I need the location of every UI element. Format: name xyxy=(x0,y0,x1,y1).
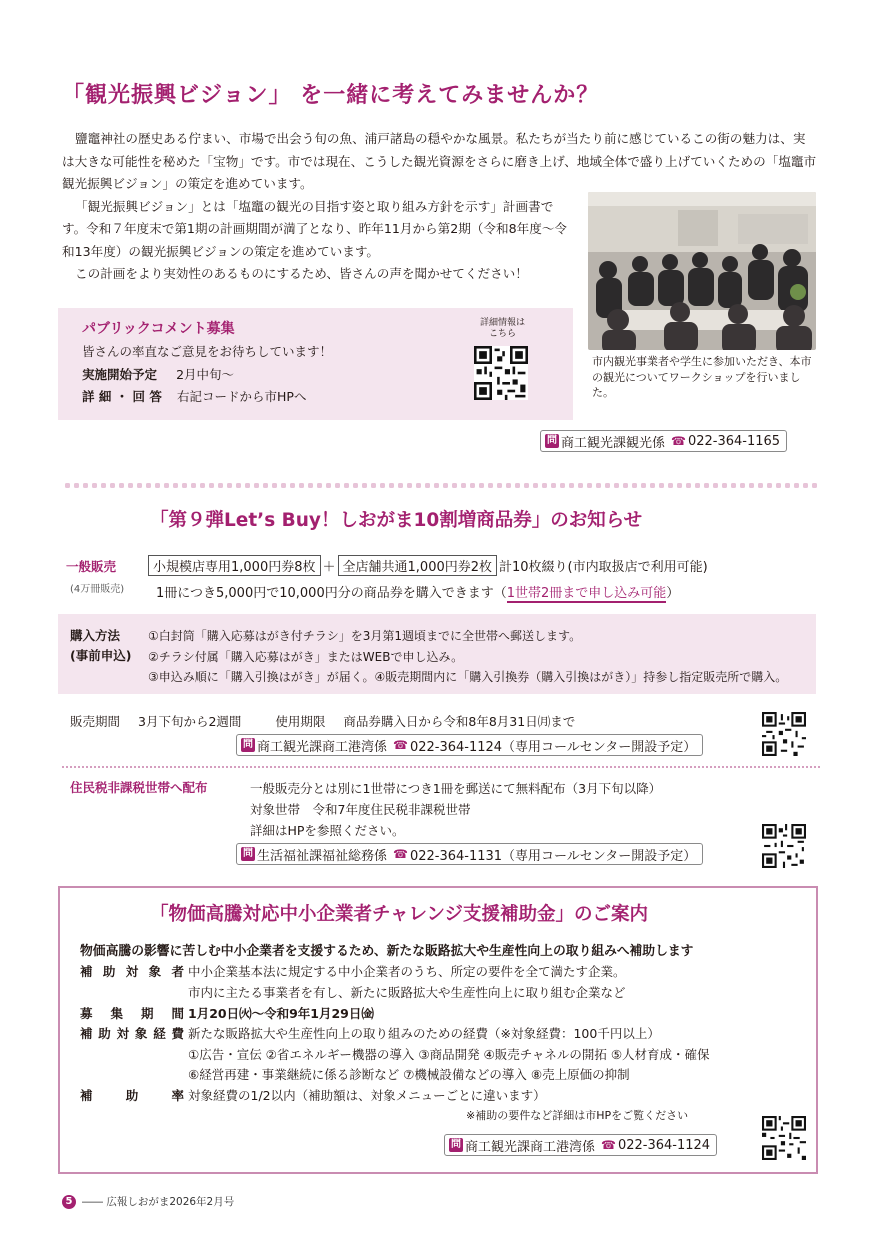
purchase-method-label: 購入方法 (事前申込) xyxy=(70,628,132,663)
row-label: 募集期間 xyxy=(80,1006,184,1021)
divider-dot xyxy=(101,483,106,488)
dotted-divider xyxy=(62,766,820,768)
qr-code-icon[interactable] xyxy=(762,1116,806,1160)
inquiry-icon: 問 xyxy=(547,435,557,446)
divider-dot xyxy=(488,483,493,488)
divider-dot xyxy=(371,483,376,488)
divider-dot xyxy=(776,483,781,488)
photo-caption: 市内観光事業者や学生に参加いただき、本市の観光についてワークショップを行いました。 xyxy=(592,355,812,399)
resident-tax-label: 住民税非課税世帯へ配布 xyxy=(70,780,208,795)
divider-dot xyxy=(569,483,574,488)
resident-line: 対象世帯 令和7年度住民税非課税世帯 xyxy=(250,802,471,817)
resident-line: 一般販売分とは別に1世帯につき1冊を郵送にて無料配布（3月下旬以降） xyxy=(250,781,662,796)
contact-dept: 生活福祉課福祉総務係 xyxy=(257,848,388,864)
price-line: 1冊につき5,000円で10,000円分の商品券を購入できます（1世帯2冊まで申し込み可能） xyxy=(156,586,680,601)
divider-dot xyxy=(380,483,385,488)
divider-dot xyxy=(389,483,394,488)
divider-dot xyxy=(758,483,763,488)
divider-dot xyxy=(812,483,817,488)
inquiry-icon: 問 xyxy=(243,739,253,750)
divider-dot xyxy=(578,483,583,488)
divider-dot xyxy=(335,483,340,488)
start-value: 2月中旬〜 xyxy=(176,367,235,382)
divider-dot xyxy=(497,483,502,488)
phone-icon: ☎ xyxy=(393,847,408,861)
divider-dot xyxy=(596,483,601,488)
section1-paragraph-2: 「観光振興ビジョン」とは「塩竈の観光の目指す姿と取り組み方針を示す」計画書です。令和７年度末で第1期の計画期間が満了となり、昨年11月から第2期（令和8年度〜令和13年度）の観光振興ビジョンの策定を進めています。 xyxy=(62,198,568,259)
divider-dot xyxy=(740,483,745,488)
divider-dot xyxy=(560,483,565,488)
divider-dot xyxy=(299,483,304,488)
ticket-total: 計10枚綴り(市内取扱店で利用可能) xyxy=(499,560,708,575)
use-period-value: 商品券購入日から令和8年8月31日㈪まで xyxy=(343,714,576,729)
divider-dot xyxy=(65,483,70,488)
ticket-all-store: 全店舗共通1,000円券2枚 xyxy=(338,555,498,576)
divider-dot xyxy=(173,483,178,488)
divider-dot xyxy=(533,483,538,488)
resident-tax-body xyxy=(250,778,661,841)
page-number: 5 xyxy=(62,1195,76,1209)
divider-dot xyxy=(92,483,97,488)
purchase-step: ②チラシ付属「購入応募はがき」またはWEBで申し込み。 xyxy=(148,649,464,664)
divider-dot xyxy=(74,483,79,488)
divider-dot xyxy=(749,483,754,488)
divider-dot xyxy=(803,483,808,488)
divider-dot xyxy=(281,483,286,488)
subsidy-target-row: 補助対象者 中小企業基本法に規定する中小企業者のうち、所定の要件を全て満たす企業。 市内に主たる事業者を有し、新たに販路拡大や生産性向上に取り組む企業など xyxy=(80,964,626,1000)
divider-dot xyxy=(434,483,439,488)
divider-dot xyxy=(515,483,520,488)
divider-dot xyxy=(632,483,637,488)
contact-tourism xyxy=(540,430,787,452)
row-label: 補助対象経費 xyxy=(80,1026,184,1041)
divider-dot xyxy=(362,483,367,488)
divider-dot xyxy=(677,483,682,488)
row-label: 補助率 xyxy=(80,1088,184,1103)
contact-tel[interactable]: 022-364-1165 xyxy=(687,433,781,449)
resident-line: 詳細はHPを参照ください。 xyxy=(250,823,405,838)
subsidy-period-row: 募集期間 1月20日㈫〜令和9年1月29日㈮ xyxy=(80,1004,374,1025)
sale-period-value: 3月下旬から2週間 xyxy=(138,714,242,729)
divider-dot xyxy=(83,483,88,488)
section2-title: 「第９弾Let’s Buy！しおがま10割増商品券」のお知らせ xyxy=(150,510,643,531)
start-label: 実施開始予定 xyxy=(82,367,158,382)
divider-dot xyxy=(641,483,646,488)
divider-dot xyxy=(506,483,511,488)
divider-dot xyxy=(155,483,160,488)
qr-code-icon[interactable] xyxy=(762,824,806,868)
subsidy-note: ※補助の要件など詳細は市HPをご覧ください xyxy=(466,1109,689,1122)
footer-text: ―― 広報しおがま2026年2月号 xyxy=(82,1196,235,1208)
use-period-label: 使用期限 xyxy=(275,714,326,729)
divider-dot xyxy=(479,483,484,488)
divider-dot xyxy=(524,483,529,488)
ticket-small-store: 小規模店専用1,000円券8枚 xyxy=(148,555,321,576)
divider-dot xyxy=(191,483,196,488)
divider-dot xyxy=(551,483,556,488)
divider-dot xyxy=(704,483,709,488)
section1-paragraph-1: 鹽竈神社の歴史ある佇まい、市場で出会う旬の魚、浦戸諸島の穏やかな風景。私たちが当たり前に感じているこの街の魅力は、実は大きな可能性を秘めた「宝物」です。市では現在、こうした観光資源をさらに磨き上げ、地域全体で盛り上げていくための「塩竈市観光振興ビジョン」の策定を進めています。 xyxy=(62,131,817,191)
divider-dot xyxy=(605,483,610,488)
contact-tel[interactable]: 022-364-1124 xyxy=(617,1137,711,1153)
divider-dot xyxy=(182,483,187,488)
row-label: 補助対象者 xyxy=(80,964,184,979)
general-sale-label: 一般販売 xyxy=(66,559,117,574)
divider-dot xyxy=(713,483,718,488)
divider-dot xyxy=(767,483,772,488)
start-row xyxy=(82,364,234,383)
subsidy-expense-row: 補助対象経費 新たな販路拡大や生産性向上の取り組みのための経費（※対象経費：100千円以上） ①広告・宣伝 ②省エネルギー機器の導入 ③商品開発 ④販売チャネルの開拓 ⑤人材育成・確保 ⑥経営再建・事業継続に係る診断など ⑦機械設備などの導入 ⑧売上原価の抑制 xyxy=(80,1026,710,1082)
section3-title: 「物価高騰対応中小企業者チャレンジ支援補助金」のご案内 xyxy=(150,904,649,925)
divider-dot xyxy=(542,483,547,488)
section1-title: 「観光振興ビジョン」 を一緒に考えてみませんか？ xyxy=(62,83,600,108)
divider-dot xyxy=(272,483,277,488)
divider-dot xyxy=(317,483,322,488)
divider-dot xyxy=(209,483,214,488)
divider-dot xyxy=(731,483,736,488)
section1-paragraph-3: この計画をより実効性のあるものにするため、皆さんの声を聞かせてください！ xyxy=(75,266,528,281)
contact-subsidy xyxy=(444,1134,717,1156)
divider-dot xyxy=(164,483,169,488)
divider-dot xyxy=(722,483,727,488)
purchase-step: ③申込み順に「購入引換はがき」が届く。④販売期間内に「購入引換券（購入引換はがき）」持参し指定販売所で購入。 xyxy=(148,670,788,684)
divider-dot xyxy=(695,483,700,488)
divider-dot xyxy=(236,483,241,488)
divider-dot xyxy=(785,483,790,488)
divider-dot xyxy=(623,483,628,488)
divider-dot xyxy=(452,483,457,488)
divider-dot xyxy=(461,483,466,488)
section3-lead: 物価高騰の影響に苦しむ中小企業者を支援するため、新たな販路拡大や生産性向上の取り組みへ補助します xyxy=(80,944,694,959)
divider-dot xyxy=(146,483,151,488)
footer xyxy=(62,1194,234,1209)
section-divider xyxy=(62,482,820,490)
divider-dot xyxy=(353,483,358,488)
divider-dot xyxy=(119,483,124,488)
inquiry-icon: 問 xyxy=(243,848,253,859)
divider-dot xyxy=(614,483,619,488)
contact-tel[interactable]: 022-364-1131（専用コールセンター開設予定） xyxy=(409,848,697,864)
divider-dot xyxy=(407,483,412,488)
subsidy-rate-row: 補助率 対象経費の1/2以内（補助額は、対象メニューごとに違います） xyxy=(80,1086,546,1107)
divider-dot xyxy=(128,483,133,488)
sale-period-row xyxy=(70,712,575,730)
divider-dot xyxy=(326,483,331,488)
general-sale-sub: (4万冊販売) xyxy=(70,584,125,595)
divider-dot xyxy=(344,483,349,488)
qr-code-icon[interactable] xyxy=(762,712,806,756)
contact-dept: 商工観光課商工港湾係 xyxy=(257,739,388,755)
divider-dot xyxy=(218,483,223,488)
divider-dot xyxy=(416,483,421,488)
plus-sign: ＋ xyxy=(322,560,336,575)
contact-commerce xyxy=(236,734,703,756)
divider-dot xyxy=(443,483,448,488)
detail-value: 右記コードから市HPへ xyxy=(177,389,307,404)
purchase-steps xyxy=(148,626,787,688)
divider-dot xyxy=(308,483,313,488)
divider-dot xyxy=(398,483,403,488)
qr-code-icon xyxy=(474,346,528,400)
ticket-composition xyxy=(148,555,708,576)
divider-dot xyxy=(650,483,655,488)
sale-period-label: 販売期間 xyxy=(70,714,121,729)
public-comment-lead: 皆さんの率直なご意見をお待ちしています！ xyxy=(82,344,333,359)
divider-dot xyxy=(110,483,115,488)
contact-dept: 商工観光課観光係 xyxy=(561,435,666,451)
divider-dot xyxy=(668,483,673,488)
divider-dot xyxy=(254,483,259,488)
divider-dot xyxy=(659,483,664,488)
contact-welfare xyxy=(236,843,703,865)
divider-dot xyxy=(200,483,205,488)
divider-dot xyxy=(245,483,250,488)
divider-dot xyxy=(587,483,592,488)
detail-label: 詳 細 ・ 回 答 xyxy=(82,389,162,404)
divider-dot xyxy=(290,483,295,488)
inquiry-icon: 問 xyxy=(451,1139,461,1150)
divider-dot xyxy=(227,483,232,488)
phone-icon: ☎ xyxy=(601,1138,616,1152)
detail-row xyxy=(82,386,306,405)
divider-dot xyxy=(686,483,691,488)
divider-dot xyxy=(470,483,475,488)
purchase-step: ①白封筒「購入応募はがき付チラシ」を3月第1週頃までに全世帯へ郵送します。 xyxy=(148,629,582,643)
contact-tel[interactable]: 022-364-1124（専用コールセンター開設予定） xyxy=(409,739,697,755)
workshop-photo xyxy=(588,192,816,350)
divider-dot xyxy=(794,483,799,488)
divider-dot xyxy=(263,483,268,488)
public-comment-title: パブリックコメント募集 xyxy=(82,321,235,337)
divider-dot xyxy=(137,483,142,488)
phone-icon: ☎ xyxy=(671,434,686,448)
qr-label: 詳細情報は こちら xyxy=(479,318,525,339)
divider-dot xyxy=(425,483,430,488)
contact-dept: 商工観光課商工港湾係 xyxy=(465,1139,596,1155)
qr-public-comment[interactable] xyxy=(460,318,545,411)
purchase-limit: 1世帯2冊まで申し込み可能 xyxy=(506,586,667,601)
phone-icon: ☎ xyxy=(393,738,408,752)
